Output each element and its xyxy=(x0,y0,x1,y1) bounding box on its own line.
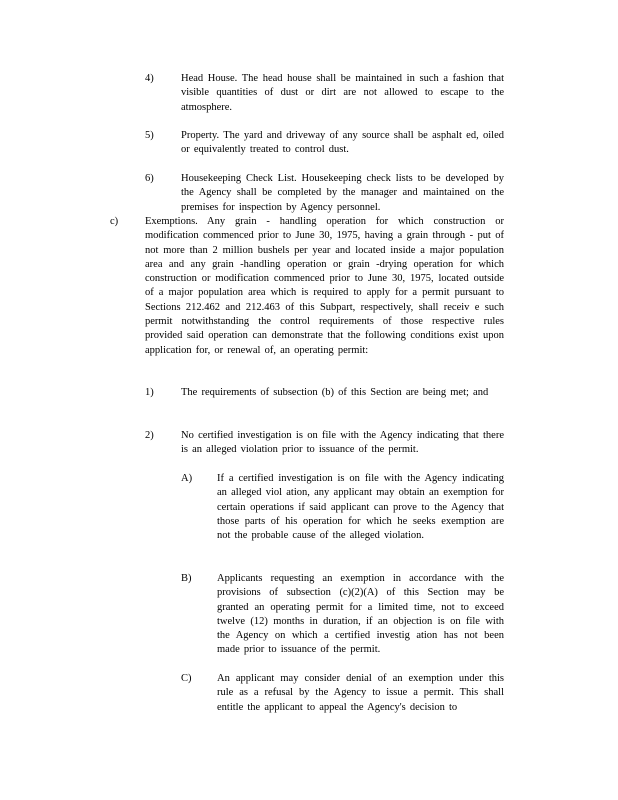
item-label: 4) xyxy=(145,73,154,84)
item-text: Exemptions. Any grain - handling operation for which construction or modification commenced prior to June 30, 1975, having a grain through - put of not more than 2 million bushels per year and located inside a major population area and any grain -handling operation or grain -drying operation for which construction or modification commenced prior to June 30, 1975, located outside of a major population area which is required to apply for a permit pursuant to Sections 212.462 and 212.463 of this Subpart, respectively, shall receiv e such permit notwithstanding the control requirements of those respective rules provided said operation can demonstrate that the following conditions exist upon application for, or renewal of, an operating permit: xyxy=(145,216,504,356)
item-text: An applicant may consider denial of an exemption under this rule as a refusal by the Agency to issue a permit. This shall entitle the applicant to appeal the Agency's decision to xyxy=(217,673,504,713)
item-text: Housekeeping Check List. Housekeeping check lists to be developed by the Agency shall be completed by the manager and maintained on the premises for inspection by Agency personnel. xyxy=(181,173,504,213)
item-label: B) xyxy=(181,573,192,584)
item-text: The requirements of subsection (b) of this Section are being met; and xyxy=(181,387,489,398)
item-label: 2) xyxy=(145,430,154,441)
item-text: If a certified investigation is on file with the Agency indicating an alleged viol ation, any applicant may obtain an exemption for certain operations if said applicant can prove to the Agency that those parts of his operation for which he seeks exemption are not the probable cause of the alleged violation. xyxy=(217,473,504,542)
item-text: Property. The yard and driveway of any source shall be asphalt ed, oiled or equivalently treated to control dust. xyxy=(181,130,504,156)
item-label: c) xyxy=(110,216,119,227)
item-label: 1) xyxy=(145,387,154,398)
item-label: 6) xyxy=(145,173,154,184)
item-label: C) xyxy=(181,673,192,684)
item-text: Applicants requesting an exemption in accordance with the provisions of subsection (c)(2)(A) of this Section may be granted an operating permit for a limited time, not to exceed twelve (12) months in duration, if an objection is on file with the Agency on which a certified investig ation has not been made prior to issuance of the permit. xyxy=(217,573,504,656)
item-label: A) xyxy=(181,473,193,484)
item-label: 5) xyxy=(145,130,154,141)
item-text: No certified investigation is on file with the Agency indicating that there is an alleged violation prior to issuance of the permit. xyxy=(181,430,504,456)
item-text: Head House. The head house shall be maintained in such a fashion that visible quantities of dust or dirt are not allowed to escape to the atmosphere. xyxy=(181,73,504,113)
